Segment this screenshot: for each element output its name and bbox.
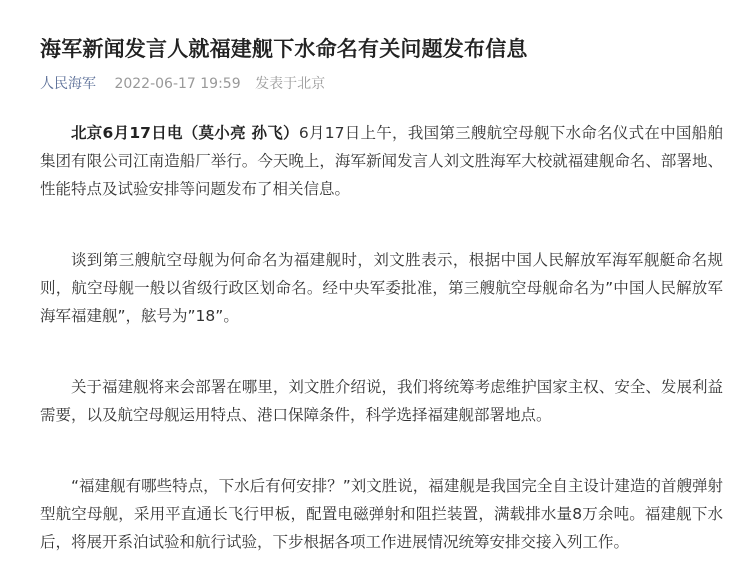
- paragraph-4: “福建舰有哪些特点，下水后有何安排？”刘文胜说，福建舰是我国完全自主设计建造的首艘弹射型航空母舰，采用平直通长飞行甲板，配置电磁弹射和阻拦装置，满载排水量8万余吨。福建舰下水后，将展开系泊试验和航行试验，下步根据各项工作进展情况统筹安排交接入列工作。: [40, 477, 723, 551]
- article-title: 海军新闻发言人就福建舰下水命名有关问题发布信息: [40, 37, 528, 61]
- publish-location: 发表于北京: [255, 76, 326, 92]
- source-account-link[interactable]: 人民海军: [40, 76, 96, 92]
- article-meta: [40, 73, 723, 95]
- publish-time: 2022-06-17 19:59: [114, 76, 241, 92]
- paragraph-2: 谈到第三艘航空母舰为何命名为福建舰时，刘文胜表示，根据中国人民解放军海军舰艇命名规则，航空母舰一般以省级行政区划命名。经中央军委批准，第三艘航空母舰命名为”中国人民解放军海军福建舰”，舷号为”18”。: [40, 251, 723, 325]
- article-body: [40, 119, 723, 556]
- dateline: 北京6月17日电（莫小亮 孙飞）: [71, 124, 299, 142]
- paragraph-3: 关于福建舰将来会部署在哪里，刘文胜介绍说，我们将统筹考虑维护国家主权、安全、发展利益需要，以及航空母舰运用特点、港口保障条件，科学选择福建舰部署地点。: [40, 378, 723, 424]
- paragraph-1-text: 6月17日上午，我国第三艘航空母舰下水命名仪式在中国船舶集团有限公司江南造船厂举行。今天晚上，海军新闻发言人刘文胜海军大校就福建舰命名、部署地、性能特点及试验安排等问题发布了相关信息。: [40, 124, 723, 198]
- paragraph-1: [40, 119, 723, 203]
